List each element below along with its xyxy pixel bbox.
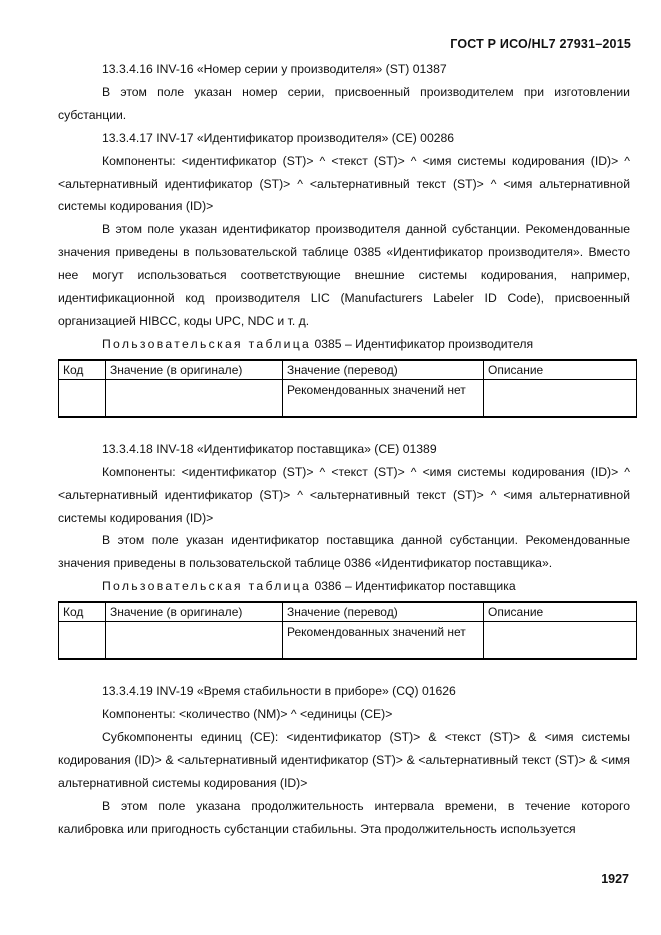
table-caption-text: 0386 – Идентификатор поставщика — [314, 579, 516, 594]
section-desc-inv16: В этом поле указан номер серии, присвоенный производителем при изготовлении субстанции. — [58, 84, 630, 122]
table-caption-0386 — [58, 575, 630, 598]
cell-value-original — [106, 622, 283, 660]
column-header-description: Описание — [484, 602, 637, 622]
cell-description — [484, 379, 637, 417]
table-row — [59, 622, 637, 660]
cell-value-translation: Рекомендованных значений нет — [283, 379, 484, 417]
cell-code — [59, 622, 106, 660]
user-table-0385 — [58, 359, 637, 418]
section-subcomponents-inv19: Субкомпоненты единиц (CE): <идентификатор (ST)> & <текст (ST)> & <имя системы кодирования (ID)> & <альтернативный идентификатор (ST)> & <альтернативный текст (ST)> & <имя альтернативной системы кодирования (ID)> — [58, 729, 630, 790]
section-title-inv17: 13.3.4.17 INV-17 «Идентификатор производителя» (CE) 00286 — [102, 130, 455, 145]
column-header-description: Описание — [484, 360, 637, 380]
section-title-inv19: 13.3.4.19 INV-19 «Время стабильности в приборе» (CQ) 01626 — [102, 684, 456, 699]
cell-value-translation: Рекомендованных значений нет — [283, 622, 484, 660]
section-components-inv18: Компоненты: <идентификатор (ST)> ^ <текст (ST)> ^ <имя системы кодирования (ID)> ^ <альтернативный идентификатор (ST)> ^ <альтернативный текст (ST)> ^ <имя альтернативной системы кодирования (ID)> — [58, 464, 630, 525]
section-components-inv19: Компоненты: <количество (NM)> ^ <единицы (CE)> — [102, 707, 393, 722]
column-header-code: Код — [59, 360, 106, 380]
column-header-value-translation: Значение (перевод) — [283, 360, 484, 380]
table-caption-0385 — [58, 333, 630, 356]
cell-value-original — [106, 379, 283, 417]
document-id: ГОСТ Р ИСО/HL7 27931–2015 — [450, 37, 631, 51]
table-label: Пользовательская таблица — [102, 336, 312, 351]
table-row — [59, 379, 637, 417]
section-components-inv17: Компоненты: <идентификатор (ST)> ^ <текст (ST)> ^ <имя системы кодирования (ID)> ^ <альтернативный идентификатор (ST)> ^ <альтернативный текст (ST)> ^ <имя альтернативной системы кодирования (ID)> — [58, 153, 630, 214]
section-desc-inv18: В этом поле указан идентификатор поставщика данной субстанции. Рекомендованные значения приведены в пользовательской таблице 0386 «Идентификатор поставщика». — [58, 533, 630, 571]
section-desc-inv19: В этом поле указана продолжительность интервала времени, в течение которого калибровка или пригодность субстанции стабильны. Эта продолжительность используется — [58, 798, 630, 836]
column-header-value-original: Значение (в оригинале) — [106, 360, 283, 380]
section-desc-inv17: В этом поле указан идентификатор производителя данной субстанции. Рекомендованные значения приведены в пользовательской таблице 0385 «Идентификатор производителя». Вместо нее могут использоваться соответствующие внешние системы кодирования, например, идентификационной код производителя LIC (Manufacturers Labeler ID Code), присвоенный организацией HIBCC, коды UPC, NDC и т. д. — [58, 222, 630, 328]
table-header-row — [59, 360, 637, 380]
column-header-value-translation: Значение (перевод) — [283, 602, 484, 622]
cell-description — [484, 622, 637, 660]
user-table-0386 — [58, 601, 637, 660]
page-number: 1927 — [601, 872, 629, 886]
page-content — [58, 58, 630, 840]
table-caption-text: 0385 – Идентификатор производителя — [314, 336, 534, 351]
table-header-row — [59, 602, 637, 622]
column-header-code: Код — [59, 602, 106, 622]
cell-code — [59, 379, 106, 417]
section-title-inv18: 13.3.4.18 INV-18 «Идентификатор поставщика» (CE) 01389 — [102, 441, 437, 456]
column-header-value-original: Значение (в оригинале) — [106, 602, 283, 622]
table-label: Пользовательская таблица — [102, 579, 312, 594]
section-title-inv16: 13.3.4.16 INV-16 «Номер серии у производителя» (ST) 01387 — [102, 62, 447, 76]
